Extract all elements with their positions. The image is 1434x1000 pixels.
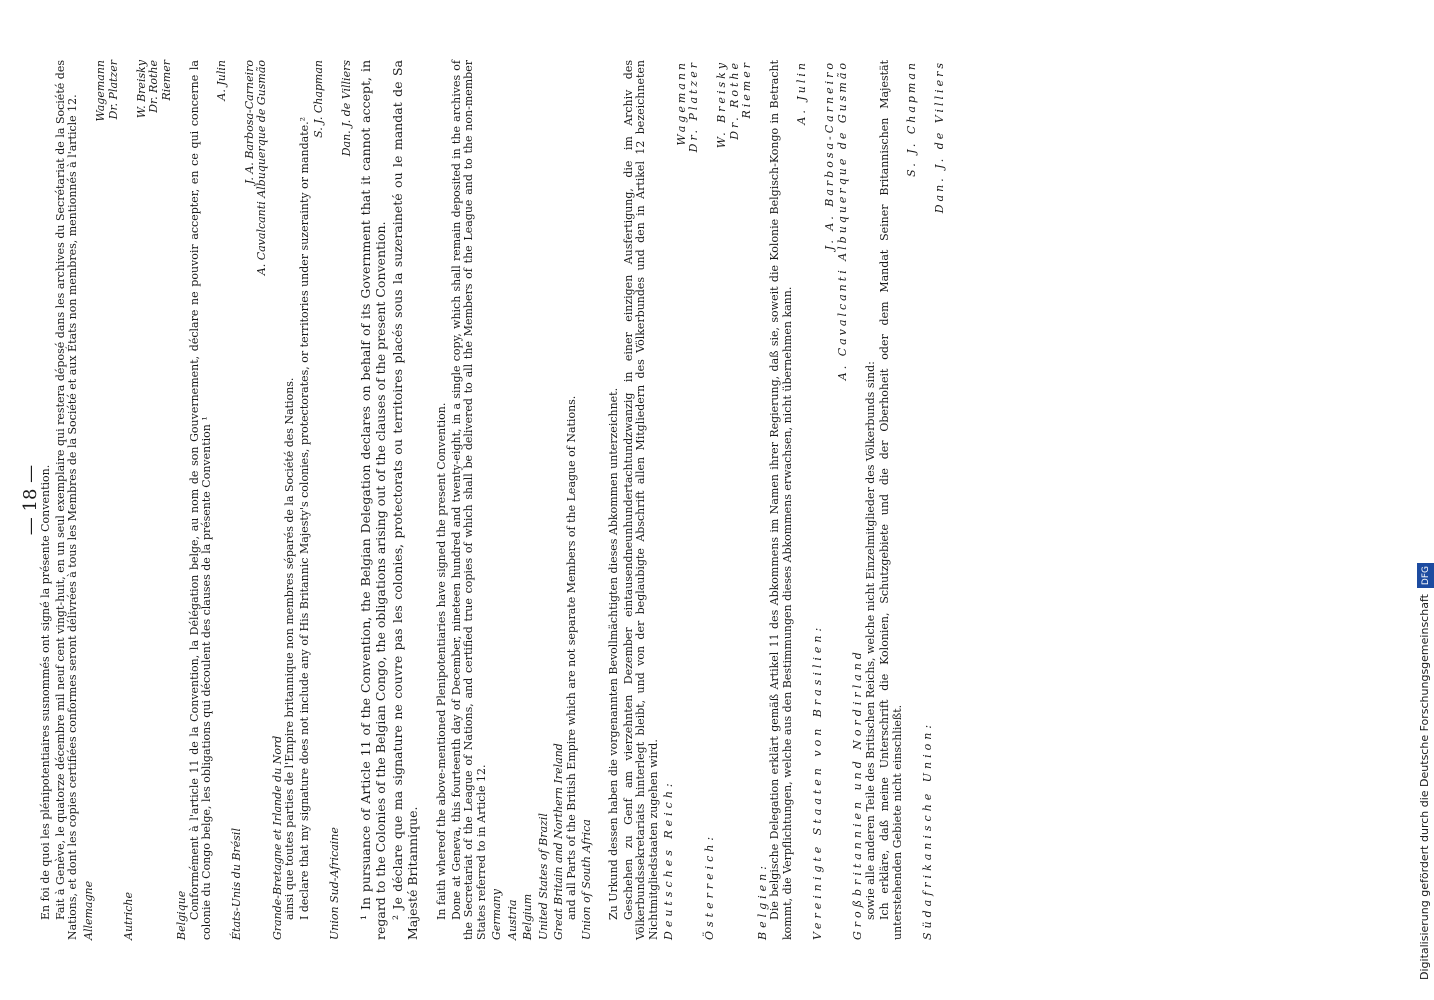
english-paragraph-2: Done at Geneva, this fourteenth day of December, nineteen hundred and twenty-eight, in a single copy, which shall remain deposited in the archives of the Secretariat of the League of Nations, and certified true copies of which shall be delivered to all the Members of the League and to the non-member States referred to in Article 12. (449, 60, 488, 940)
signer-name: S. J. Chapman (312, 60, 325, 138)
signer-name: Wagemann (94, 60, 107, 122)
digitization-credit (1416, 0, 1434, 1000)
country-name: Allemagne (81, 880, 95, 940)
signer-name: A. Cavalcanti Albuquerque de Gusmão (255, 60, 268, 276)
signatory-entry (507, 60, 520, 940)
footnote-1: ¹ In pursuance of Article 11 of the Convention, the Belgian Delegation declares on behalf of its Government that it cannot accept, in regard to the Colonies of the Belgian Congo, the obligations arising out of the clauses of the present Convention. (357, 60, 388, 940)
signer-name: J. A. Barbosa-Carneiro (823, 60, 836, 251)
country-name: Belgium (521, 893, 534, 940)
signatory-entry (581, 60, 594, 940)
signatory-entry (812, 60, 850, 940)
signatory-entry (329, 60, 354, 940)
country-name: United States of Brazil (536, 813, 550, 940)
signatory-entry (704, 60, 754, 940)
signer-name: Dr. Platzer (106, 60, 120, 120)
credit-text: Digitalisierung gefördert durch die Deutsche Forschungsgemeinschaft (1418, 594, 1431, 980)
page-number: — 18 — (20, 464, 41, 536)
signatory-entry (663, 60, 701, 940)
signer-name: Riemer (159, 60, 173, 101)
signatory-entry (123, 60, 173, 940)
signer-name: A. Julin (214, 60, 228, 101)
declaration-text: ainsi que toutes parties de l'Empire britannique non membres séparés de la Société des Nations. (283, 377, 296, 920)
signer-name: S. J. Chapman (905, 60, 918, 177)
footnote-2: ² Je déclare que ma signature ne couvre pas les colonies, protectorats ou territoires placés sous la suzeraineté ou le mandat de Sa Majesté Britannique. (389, 60, 420, 940)
signer-name: Dr. Rothe (727, 60, 741, 140)
signer-name: Wagemann (674, 60, 688, 146)
signatory-entry (522, 60, 535, 940)
country-name: Austria (505, 899, 519, 940)
signatory-entry (491, 60, 504, 940)
signer-name: W. Breisky (134, 60, 148, 119)
signer-name: Dan. J. de Villiers (933, 60, 946, 214)
country-name: Autriche (122, 892, 135, 940)
french-paragraph-2: Fait à Genève, le quatorze décembre mil neuf cent vingt-huit, en un seul exemplaire qui restera déposé dans les archives du Secrétariat de la Société des Nations, et dont les copies certifiées conformes seront délivrées à tous les Membres de la Société et aux États non membres, mentionnés à l'article 12. (53, 60, 79, 940)
country-name: Deutsches Reich: (662, 779, 675, 940)
signatory-entry (757, 60, 809, 940)
english-paragraph-1: In faith whereof the above-mentioned Plenipotentiaries have signed the present Convention. (435, 402, 448, 920)
signer-name: Riemer (740, 60, 753, 119)
declaration-text: I declare that my signature does not include any of His Britannic Majesty's colonies, protectorates, or territories under suzerainty or mandate.² (297, 116, 311, 920)
french-column (40, 60, 422, 940)
country-name: Südafrikanische Union: (920, 720, 934, 940)
country-name: Germany (490, 889, 503, 940)
signer-name: A. Cavalcanti Albuquerque de Gusmão (835, 60, 849, 381)
english-column (436, 60, 594, 940)
signatory-entry (553, 60, 578, 940)
declaration-text: Ich erkläre, daß meine Unterschrift die Kolonien, Schutzgebiete und die der Oberhoheit oder dem Mandat Seiner Britannischen Majestät unterstehenden Gebiete nicht einschließt. (878, 60, 904, 940)
country-name: États-Unis du Brésil (230, 828, 243, 940)
signatory-entry (231, 60, 269, 940)
signer-name: Dan. J. de Villiers (340, 60, 353, 157)
declaration-text: sowie alle anderen Teile des Britischen Reichs, welche nicht Einzelmitglieder des Völkerbunds sind: (863, 361, 877, 920)
signer-name: A. Julin (795, 60, 808, 125)
signer-name: J. A. Barbosa-Carneiro (242, 60, 256, 185)
country-name: Great Britain and Northern Ireland (552, 743, 565, 940)
dfg-logo: DFG (1417, 563, 1434, 588)
german-column (608, 60, 947, 940)
german-paragraph-2: Geschehen zu Genf am vierzehnten Dezember eintausendneunhundertachtundzwanzig in einer einzigen Ausfertigung, die im Archiv des Völkerbundssekretariats hinterlegt bleibt, und von der beglaubigte Abschrift allen Mitgliedern des Völkerbundes und den in Artikel 12 bezeichneten Nichtmitgliedstaaten zugehen wird. (621, 60, 660, 940)
country-name: Union of South Africa (580, 819, 593, 940)
country-name: Union Sud-Africaine (327, 827, 341, 940)
signer-name: W. Breisky (715, 60, 728, 149)
signatory-entry (922, 60, 947, 940)
signatory-entry (852, 60, 919, 940)
signer-name: Dr. Platzer (687, 60, 700, 153)
country-name: Vereinigte Staaten von Brasilien: (810, 623, 824, 940)
declaration-text: and all Parts of the British Empire which are not separate Members of the League of Nations. (564, 395, 578, 920)
country-name: Belgique (175, 890, 188, 940)
signatory-entry (272, 60, 326, 940)
country-name: Grande-Bretagne et Irlande du Nord (270, 735, 284, 940)
signatory-entry (538, 60, 551, 940)
country-name: Großbritannien und Nordirland (851, 648, 864, 940)
french-paragraph-1: En foi de quoi les plénipotentiaires susnommés ont signé la présente Convention. (39, 464, 52, 920)
country-name: Belgien: (755, 862, 769, 940)
signatory-entry (83, 60, 121, 940)
german-paragraph-1: Zu Urkund dessen haben die vorgenannten Bevollmächtigten dieses Abkommen unterzeichnet. (607, 387, 620, 920)
declaration-text: Die belgische Delegation erklärt gemäß Artikel 11 des Abkommens im Namen ihrer Regierung, daß sie, soweit die Kolonie Belgisch-Kongo in Betracht kommt, die Verpflichtungen, welche aus den Bestimmungen dieses Abkommens erwachsen, nicht übernehmen kann. (768, 60, 794, 940)
declaration-text: Conformément à l'article 11 de la Convention, la Délégation belge, au nom de son Gouvernement, déclare ne pouvoir accepter, en ce qui concerne la colonie du Congo belge, les obligations qui découlent des clauses de la présente Convention ¹ (187, 60, 213, 940)
country-name: Österreich: (702, 832, 716, 940)
signer-name: Dr. Rothe (147, 60, 160, 113)
signatory-entry (176, 60, 228, 940)
